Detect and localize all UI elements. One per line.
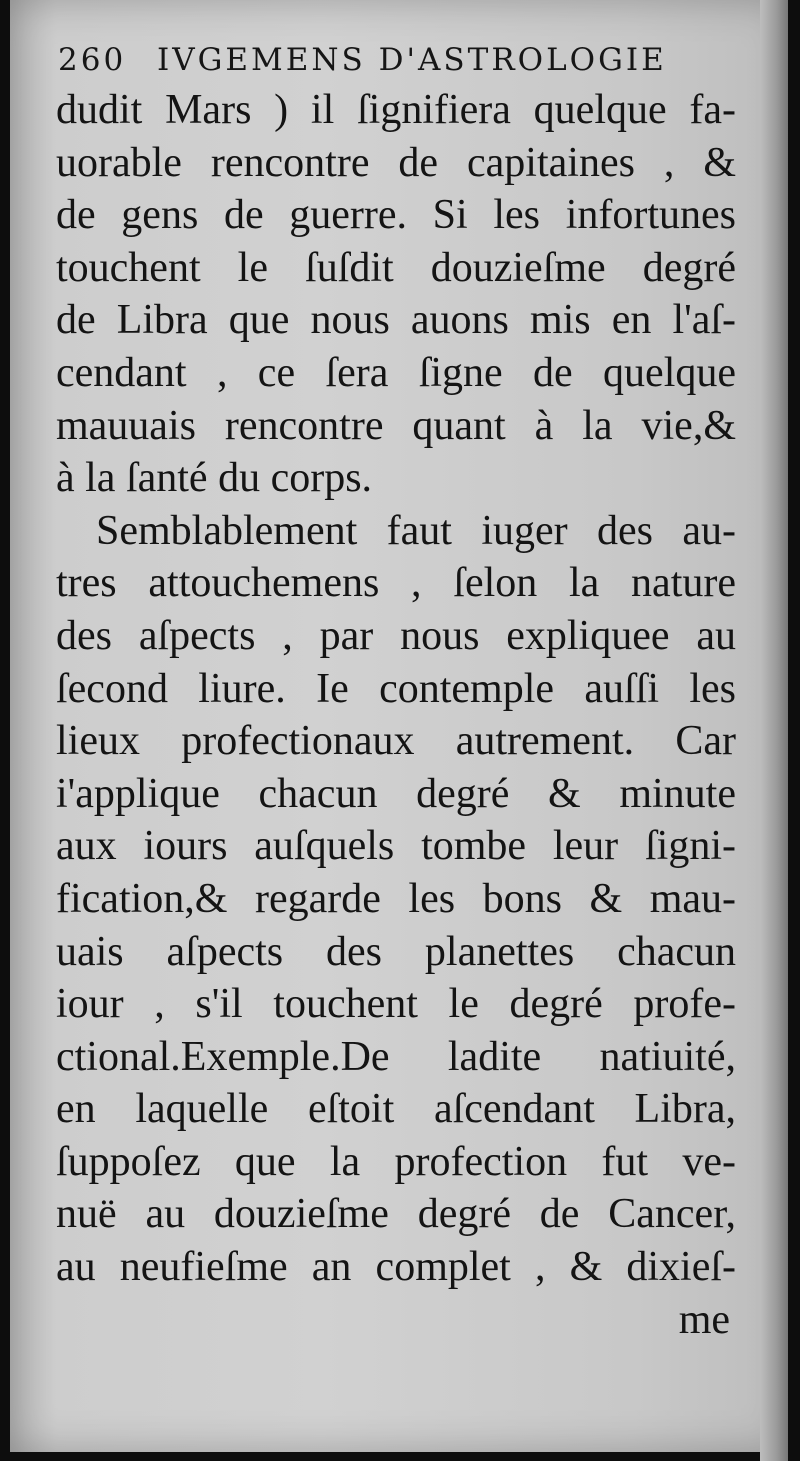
running-header	[58, 42, 718, 78]
text-line: tres attouchemens , ſelon la nature	[56, 560, 736, 607]
text-line: dudit Mars ) il ſignifiera quelque fa-	[56, 87, 736, 133]
text-line: lieux profectionaux autrement. Car	[56, 718, 736, 765]
text-line: des aſpects , par nous expliquee au	[56, 612, 736, 659]
text-line: touchent le ſuſdit douzieſme degré	[56, 244, 736, 291]
text-line: fication,& regarde les bons & mau-	[56, 875, 736, 922]
page-number: 260	[58, 42, 127, 78]
paragraph-start-line: Semblablement faut iuger des au-	[96, 507, 736, 554]
catchword: me	[678, 1296, 730, 1343]
book-page	[10, 0, 788, 1452]
text-line: cendant , ce ſera ſigne de quelque	[56, 349, 736, 396]
text-line: ſecond liure. Ie contemple auſſi les	[56, 665, 736, 712]
text-line: uais aſpects des planettes chacun	[56, 928, 736, 975]
text-line: mauuais rencontre quant à la vie,&	[56, 402, 736, 449]
text-line: ctional.Exemple.De ladite natiuité,	[56, 1033, 736, 1080]
body-text	[56, 84, 736, 1346]
paragraph-end-line: à la ſanté du corps.	[56, 455, 373, 502]
text-line: de gens de guerre. Si les infortunes	[56, 192, 736, 239]
text-line: aux iours auſquels tombe leur ſigni-	[56, 823, 736, 870]
text-line: en laquelle eſtoit aſcendant Libra,	[56, 1086, 736, 1133]
text-line: i'applique chacun degré & minute	[56, 770, 736, 817]
text-line: de Libra que nous auons mis en l'aſ-	[56, 297, 736, 344]
text-line: nuë au douzieſme degré de Cancer,	[56, 1191, 736, 1238]
text-line: ſuppoſez que la profection fut ve-	[56, 1138, 736, 1185]
text-line: iour , s'il touchent le degré profe-	[56, 981, 736, 1028]
text-line: uorable rencontre de capitaines , &	[56, 139, 736, 186]
running-title: IVGEMENS D'ASTROLOGIE	[157, 42, 667, 78]
page-gutter-shadow	[760, 0, 788, 1461]
text-line: au neufieſme an complet , & dixieſ-	[56, 1244, 736, 1291]
